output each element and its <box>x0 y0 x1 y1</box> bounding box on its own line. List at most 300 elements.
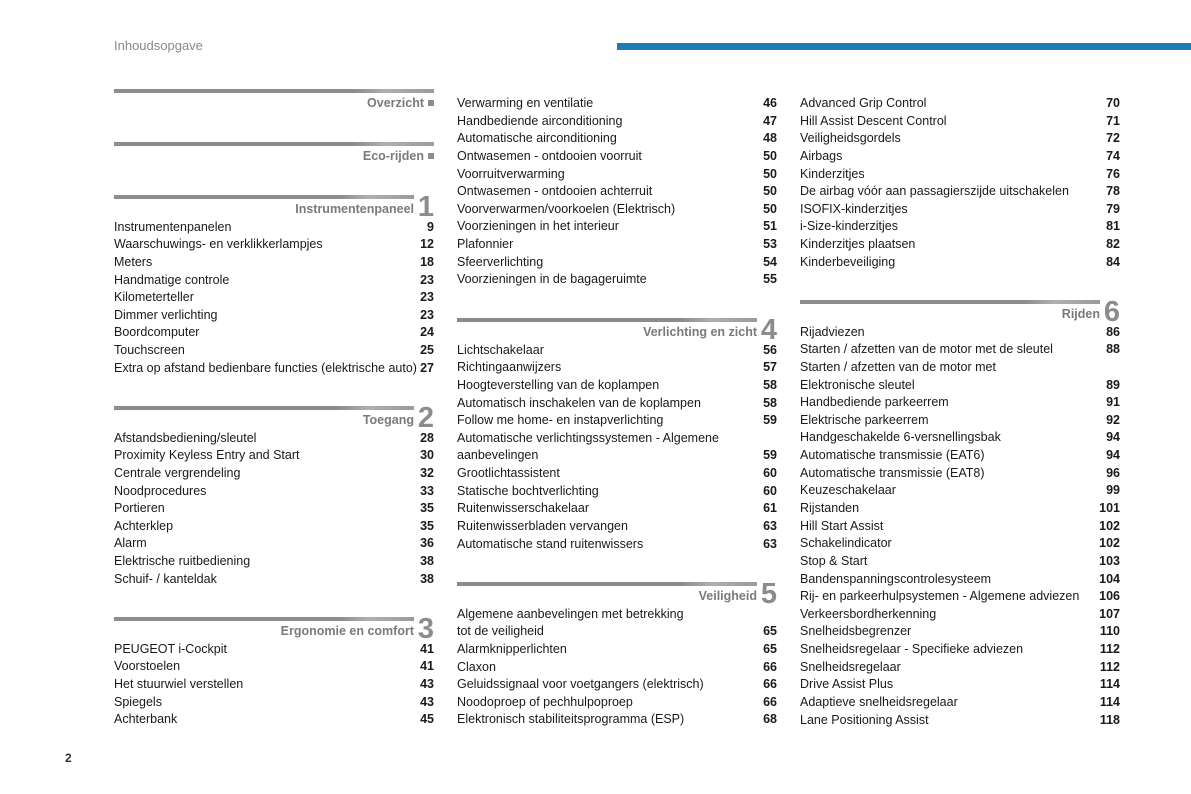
toc-entry-label: Alarmknipperlichten <box>457 641 567 656</box>
section-title: Rijden <box>1061 307 1100 321</box>
toc-entry[interactable] <box>114 465 434 483</box>
toc-entry-page: 46 <box>763 96 777 110</box>
toc-entry-label: Ontwasemen - ontdooien achterruit <box>457 184 653 199</box>
toc-entry-label: Kinderzitjes <box>800 166 865 181</box>
toc-entry-label: Alarm <box>114 536 147 551</box>
toc-entry-label: Handmatige controle <box>114 272 230 287</box>
toc-entry-page: 88 <box>1106 342 1120 357</box>
toc-entry-label: Noodoproep of pechhulpoproep <box>457 694 633 709</box>
toc-entry-label: Het stuurwiel verstellen <box>114 676 244 691</box>
toc-entry-label: Instrumentenpanelen <box>114 219 232 234</box>
toc-section <box>114 190 434 377</box>
accent-bar <box>617 43 1191 50</box>
chapter-number: 5 <box>760 577 777 610</box>
toc-entry-label: Keuzeschakelaar <box>800 483 896 498</box>
toc-entry-page: 101 <box>1099 501 1120 515</box>
toc-entry[interactable] <box>114 641 434 659</box>
toc-section <box>457 95 777 289</box>
toc-entry-page: 50 <box>763 148 777 163</box>
toc-entry[interactable] <box>800 236 1120 254</box>
toc-entry-label: Hill Start Assist <box>800 518 884 533</box>
toc-entry[interactable] <box>114 535 434 553</box>
toc-entry[interactable] <box>457 412 777 430</box>
toc-entry-page: 33 <box>420 483 434 498</box>
toc-entry-label: Ruitenwisserbladen vervangen <box>457 519 628 533</box>
toc-section <box>114 612 434 729</box>
toc-entry-label: Touchscreen <box>114 343 185 358</box>
toc-entry-label: Claxon <box>457 659 496 674</box>
toc-entry-page: 74 <box>1106 148 1120 163</box>
toc-entry-page: 41 <box>420 659 434 674</box>
toc-entry-label: Handbediende airconditioning <box>457 113 623 128</box>
toc-entry-label: Noodprocedures <box>114 483 207 498</box>
toc-entry-label: Richtingaanwijzers <box>457 360 562 375</box>
toc-entry-label: Spiegels <box>114 694 162 709</box>
toc-entry[interactable] <box>457 465 777 483</box>
page-title: Inhoudsopgave <box>114 38 203 53</box>
toc-entry[interactable] <box>114 711 434 729</box>
toc-entry-page: 92 <box>1106 412 1120 427</box>
toc-entry[interactable] <box>114 342 434 360</box>
toc-entry[interactable] <box>800 183 1120 201</box>
toc-entry-page: 23 <box>420 307 434 322</box>
section-heading[interactable] <box>114 612 434 645</box>
toc-entry[interactable] <box>114 447 434 465</box>
toc-entry[interactable] <box>800 465 1120 483</box>
toc-entry-page: 57 <box>763 360 777 375</box>
toc-entry-page: 50 <box>763 201 777 216</box>
toc-entry-label: Automatische stand ruitenwissers <box>457 536 644 551</box>
toc-entry-page: 70 <box>1106 96 1120 110</box>
toc-entry[interactable] <box>457 201 777 219</box>
toc-entry-page: 91 <box>1106 395 1120 410</box>
section-heading[interactable] <box>114 148 434 166</box>
toc-entry[interactable] <box>800 482 1120 500</box>
chapter-number: 4 <box>760 313 777 346</box>
square-bullet-icon <box>428 153 434 159</box>
toc-entry-label: Automatische transmissie (EAT8) <box>800 465 985 480</box>
chapter-number: 3 <box>417 612 434 645</box>
toc-entry-label: Statische bochtverlichting <box>457 483 599 498</box>
toc-entry-page: 23 <box>420 290 434 305</box>
toc-entry-page: 106 <box>1099 589 1120 604</box>
toc-entry-page: 36 <box>420 536 434 551</box>
toc-entry-label: Algemene aanbevelingen met betrekking <box>457 606 684 621</box>
toc-entry-page: 82 <box>1106 237 1120 252</box>
toc-entry[interactable] <box>800 341 1120 359</box>
toc-entry[interactable] <box>114 571 434 589</box>
toc-entry[interactable] <box>457 518 777 536</box>
toc-entry-label: Portieren <box>114 501 165 516</box>
toc-entry[interactable] <box>457 183 777 201</box>
toc-entry-label: Ruitenwisserschakelaar <box>457 501 590 516</box>
toc-entry-label: Afstandsbediening/sleutel <box>114 430 257 445</box>
toc-entry-page: 45 <box>420 712 434 727</box>
toc-entry-page: 38 <box>420 554 434 569</box>
section-divider <box>114 89 434 93</box>
toc-entry-label: Drive Assist Plus <box>800 677 894 692</box>
toc-entry[interactable] <box>457 430 777 448</box>
toc-entry[interactable] <box>800 641 1120 659</box>
toc-entry-label: Rijstanden <box>800 501 860 515</box>
toc-entry[interactable] <box>800 500 1120 518</box>
toc-entry-label: Starten / afzetten van de motor met <box>800 359 996 374</box>
toc-entry[interactable] <box>114 518 434 536</box>
toc-entry[interactable] <box>800 571 1120 589</box>
toc-entry-page: 78 <box>1106 184 1120 199</box>
toc-entry-page: 50 <box>763 166 777 181</box>
toc-entry[interactable] <box>114 289 434 307</box>
toc-entry[interactable] <box>114 553 434 571</box>
toc-entry-page: 51 <box>763 219 777 234</box>
toc-entry-page: 65 <box>763 624 777 639</box>
toc-entry[interactable] <box>457 113 777 131</box>
toc-entry[interactable] <box>114 483 434 501</box>
toc-entry-label: Extra op afstand bedienbare functies (elektrische auto) <box>114 360 417 375</box>
toc-entry[interactable] <box>457 218 777 236</box>
toc-entry-label: Rijadviezen <box>800 324 865 339</box>
toc-entry-label: Schuif- / kanteldak <box>114 571 217 586</box>
toc-entry-page: 38 <box>420 571 434 586</box>
toc-section <box>114 89 434 113</box>
toc-entry-page: 79 <box>1106 201 1120 216</box>
toc-entry[interactable] <box>114 360 434 378</box>
toc-entry[interactable] <box>457 130 777 148</box>
toc-entry[interactable] <box>457 395 777 413</box>
toc-section <box>800 295 1120 729</box>
toc-entry[interactable] <box>457 483 777 501</box>
toc-entry[interactable] <box>800 394 1120 412</box>
toc-entry-page: 65 <box>763 641 777 656</box>
toc-entry-label: Follow me home- en instapverlichting <box>457 413 664 428</box>
toc-entry-page: 103 <box>1099 553 1120 568</box>
toc-entry[interactable] <box>800 201 1120 219</box>
toc-entry-page: 9 <box>427 219 434 234</box>
section-divider <box>114 142 434 146</box>
toc-entry-page: 118 <box>1099 712 1120 727</box>
toc-entry[interactable] <box>457 676 777 694</box>
toc-entry[interactable] <box>457 500 777 518</box>
toc-entry-label: aanbevelingen <box>457 448 539 463</box>
toc-entry-page: 47 <box>763 113 777 128</box>
toc-entry-label: Voorzieningen in het interieur <box>457 219 619 234</box>
toc-entry-page: 23 <box>420 272 434 287</box>
toc-entry-label: Waarschuwings- en verklikkerlampjes <box>114 237 323 252</box>
toc-entry-page: 41 <box>420 641 434 656</box>
toc-entry[interactable] <box>800 359 1120 377</box>
toc-entry-label: Lichtschakelaar <box>457 342 544 357</box>
section-title: Ergonomie en comfort <box>280 624 414 638</box>
toc-entry-label: Automatische airconditioning <box>457 131 617 146</box>
toc-entry-page: 114 <box>1099 677 1120 692</box>
toc-entry[interactable] <box>114 324 434 342</box>
toc-entry-page: 58 <box>763 377 777 392</box>
toc-entry-page: 25 <box>420 343 434 358</box>
section-heading[interactable] <box>800 295 1120 328</box>
chapter-number: 1 <box>417 190 434 223</box>
toc-entry[interactable] <box>457 694 777 712</box>
toc-entry-page: 53 <box>763 237 777 252</box>
toc-entry-page: 112 <box>1099 659 1120 674</box>
toc-entry[interactable] <box>114 694 434 712</box>
toc-entry-label: Handgeschakelde 6-versnellingsbak <box>800 430 1001 445</box>
toc-entry-label: PEUGEOT i-Cockpit <box>114 641 227 656</box>
square-bullet-icon <box>428 100 434 106</box>
toc-entry-label: Starten / afzetten van de motor met de sleutel <box>800 342 1053 357</box>
toc-entry-page: 43 <box>420 694 434 709</box>
toc-entry-page: 107 <box>1099 606 1120 621</box>
toc-entry-page: 43 <box>420 676 434 691</box>
toc-entry[interactable] <box>800 694 1120 712</box>
section-divider <box>457 582 757 586</box>
toc-entry-label: Verwarming en ventilatie <box>457 96 594 110</box>
toc-entry-page: 94 <box>1106 448 1120 463</box>
toc-section <box>800 95 1120 271</box>
toc-entry-page: 66 <box>763 694 777 709</box>
section-title: Veiligheid <box>698 589 757 603</box>
toc-entry-page: 18 <box>420 254 434 269</box>
toc-entry-label: De airbag vóór aan passagierszijde uitschakelen <box>800 184 1069 199</box>
toc-entry[interactable] <box>800 588 1120 606</box>
toc-entry-page: 59 <box>763 448 777 463</box>
toc-entry-label: Ontwasemen - ontdooien voorruit <box>457 148 642 163</box>
toc-entry-label: Meters <box>114 254 153 269</box>
toc-entry-label: Verkeersbordherkenning <box>800 606 937 621</box>
toc-entry-label: Centrale vergrendeling <box>114 465 241 480</box>
toc-entry[interactable] <box>800 377 1120 395</box>
toc-entry-page: 50 <box>763 184 777 199</box>
toc-entry[interactable] <box>114 272 434 290</box>
toc-entry-label: Advanced Grip Control <box>800 96 927 110</box>
toc-entry[interactable] <box>800 712 1120 730</box>
toc-entry[interactable] <box>114 254 434 272</box>
toc-entry-page: 66 <box>763 659 777 674</box>
toc-entry-page: 112 <box>1099 642 1120 657</box>
toc-entry[interactable] <box>800 166 1120 184</box>
toc-entry[interactable] <box>800 254 1120 272</box>
toc-entry-page: 56 <box>763 342 777 357</box>
toc-entry-label: Kinderbeveiliging <box>800 254 896 269</box>
toc-entry-label: Boordcomputer <box>114 325 200 340</box>
toc-entry[interactable] <box>800 148 1120 166</box>
toc-entry-label: Handbediende parkeerrem <box>800 395 949 410</box>
toc-entry-label: Stop & Start <box>800 553 868 568</box>
toc-entry[interactable] <box>457 641 777 659</box>
toc-entry[interactable] <box>800 218 1120 236</box>
toc-entry[interactable] <box>114 236 434 254</box>
toc-section <box>114 142 434 166</box>
toc-entry-label: Airbags <box>800 148 843 163</box>
toc-entry-page: 61 <box>763 501 777 516</box>
toc-entry[interactable] <box>114 658 434 676</box>
toc-entry[interactable] <box>114 219 434 237</box>
toc-entry[interactable] <box>457 236 777 254</box>
toc-entry-label: Voorverwarmen/voorkoelen (Elektrisch) <box>457 201 676 216</box>
toc-entry[interactable] <box>800 324 1120 342</box>
toc-entry[interactable] <box>800 412 1120 430</box>
toc-section <box>457 577 777 729</box>
toc-entry[interactable] <box>800 535 1120 553</box>
toc-section <box>457 313 777 553</box>
toc-entry-label: Automatische verlichtingssystemen - Algemene <box>457 430 719 445</box>
toc-entry-label: Achterklep <box>114 518 174 533</box>
toc-entry-label: Automatische transmissie (EAT6) <box>800 448 985 463</box>
toc-entry-label: Voorstoelen <box>114 659 181 674</box>
toc-entry-label: Sfeerverlichting <box>457 254 544 269</box>
toc-entry-page: 94 <box>1106 430 1120 445</box>
toc-entry[interactable] <box>800 95 1120 113</box>
toc-entry-page: 48 <box>763 131 777 146</box>
toc-entry-label: Lane Positioning Assist <box>800 712 929 727</box>
toc-entry-label: Elektrische ruitbediening <box>114 554 251 569</box>
toc-entry-page: 104 <box>1099 571 1120 586</box>
toc-entry[interactable] <box>457 254 777 272</box>
toc-entry-label: Achterbank <box>114 712 178 727</box>
toc-entry-page: 86 <box>1106 324 1120 339</box>
toc-entry-page: 84 <box>1106 254 1120 269</box>
section-heading[interactable] <box>114 401 434 434</box>
chapter-number: 6 <box>1103 295 1120 328</box>
toc-entry-label: Bandenspanningscontrolesysteem <box>800 571 992 586</box>
toc-entry-label: Veiligheidsgordels <box>800 131 901 146</box>
section-divider <box>800 300 1100 304</box>
toc-entry-page: 110 <box>1099 624 1120 639</box>
toc-entry[interactable] <box>457 359 777 377</box>
toc-entry-page: 89 <box>1106 377 1120 392</box>
toc-entry-label: Elektronische sleutel <box>800 377 915 392</box>
toc-entry-label: Voorzieningen in de bagageruimte <box>457 272 647 287</box>
toc-entry-page: 71 <box>1106 113 1120 128</box>
toc-entry-label: Snelheidsbegrenzer <box>800 624 912 639</box>
toc-entry-page: 59 <box>763 413 777 428</box>
toc-entry-page: 54 <box>763 254 777 269</box>
toc-entry[interactable] <box>800 130 1120 148</box>
toc-entry-page: 81 <box>1106 219 1120 234</box>
toc-entry[interactable] <box>800 606 1120 624</box>
toc-entry-label: Snelheidsregelaar - Specifieke adviezen <box>800 642 1024 657</box>
section-title: Eco-rijden <box>362 149 424 163</box>
section-heading[interactable] <box>114 190 434 223</box>
section-divider <box>114 195 414 199</box>
toc-entry-page: 63 <box>763 536 777 551</box>
toc-entry-page: 28 <box>420 430 434 445</box>
toc-entry-label: Kinderzitjes plaatsen <box>800 237 916 252</box>
toc-entry-label: Voorruitverwarming <box>457 166 565 181</box>
toc-entry[interactable] <box>800 623 1120 641</box>
toc-entry-page: 27 <box>420 360 434 375</box>
toc-entry-page: 12 <box>420 237 434 252</box>
toc-entry-page: 102 <box>1099 536 1120 551</box>
toc-entry[interactable] <box>114 500 434 518</box>
toc-entry[interactable] <box>800 518 1120 536</box>
toc-entry[interactable] <box>457 271 777 289</box>
toc-entry[interactable] <box>457 606 777 624</box>
toc-entry[interactable] <box>114 676 434 694</box>
section-title: Overzicht <box>367 96 424 110</box>
toc-entry-page: 114 <box>1099 695 1120 710</box>
toc-entry-page: 55 <box>763 272 777 287</box>
toc-entry[interactable] <box>800 553 1120 571</box>
toc-entry[interactable] <box>457 623 777 641</box>
section-title: Verlichting en zicht <box>643 325 757 339</box>
toc-entry[interactable] <box>457 166 777 184</box>
toc-entry-label: Elektrische parkeerrem <box>800 412 929 427</box>
toc-entry-label: Hoogteverstelling van de koplampen <box>457 377 660 392</box>
toc-entry-label: Grootlichtassistent <box>457 466 560 481</box>
toc-entry-page: 66 <box>763 677 777 692</box>
section-heading[interactable] <box>457 577 777 610</box>
toc-entry-label: i-Size-kinderzitjes <box>800 219 898 234</box>
page-number: 2 <box>65 751 72 765</box>
section-divider <box>114 617 414 621</box>
toc-entry-label: Plafonnier <box>457 237 514 252</box>
toc-entry[interactable] <box>800 113 1120 131</box>
toc-entry-label: tot de veiligheid <box>457 624 544 639</box>
toc-entry-label: Geluidssignaal voor voetgangers (elektrisch) <box>457 677 704 692</box>
toc-entry-label: Kilometerteller <box>114 290 194 305</box>
toc-entry-page: 58 <box>763 395 777 410</box>
toc-entry-page: 76 <box>1106 166 1120 181</box>
toc-entry[interactable] <box>457 148 777 166</box>
toc-section <box>114 401 434 588</box>
toc-entry-page: 30 <box>420 448 434 463</box>
toc-entry-label: Adaptieve snelheidsregelaar <box>800 695 958 710</box>
toc-entry-page: 99 <box>1106 483 1120 498</box>
toc-entry-page: 35 <box>420 501 434 516</box>
section-heading[interactable] <box>457 313 777 346</box>
chapter-number: 2 <box>417 401 434 434</box>
toc-entry-page: 60 <box>763 466 777 481</box>
toc-entry[interactable] <box>800 429 1120 447</box>
toc-entry[interactable] <box>457 711 777 729</box>
toc-entry-page: 72 <box>1106 131 1120 146</box>
section-divider <box>114 406 414 410</box>
toc-entry-label: Rij- en parkeerhulpsystemen - Algemene adviezen <box>800 589 1080 604</box>
toc-entry-page: 32 <box>420 465 434 480</box>
section-heading[interactable] <box>114 95 434 113</box>
toc-entry-label: Automatisch inschakelen van de koplampen <box>457 395 701 410</box>
toc-entry-page: 63 <box>763 519 777 533</box>
toc-entry-label: ISOFIX-kinderzitjes <box>800 201 908 216</box>
toc-entry-page: 35 <box>420 518 434 533</box>
toc-entry-label: Snelheidsregelaar <box>800 659 901 674</box>
toc-entry[interactable] <box>457 536 777 554</box>
section-title: Toegang <box>362 413 414 427</box>
toc-entry-label: Schakelindicator <box>800 536 892 551</box>
toc-entry-page: 68 <box>763 712 777 727</box>
toc-entry[interactable] <box>457 377 777 395</box>
toc-entry[interactable] <box>800 447 1120 465</box>
section-divider <box>457 318 757 322</box>
toc-entry-label: Hill Assist Descent Control <box>800 113 947 128</box>
toc-entry[interactable] <box>457 659 777 677</box>
toc-entry-label: Proximity Keyless Entry and Start <box>114 448 300 463</box>
toc-entry[interactable] <box>114 307 434 325</box>
toc-entry-label: Dimmer verlichting <box>114 307 218 322</box>
toc-entry[interactable] <box>457 342 777 360</box>
toc-entry-page: 24 <box>420 325 434 340</box>
toc-entry[interactable] <box>457 95 777 113</box>
toc-entry[interactable] <box>114 430 434 448</box>
toc-entry[interactable] <box>457 447 777 465</box>
toc-entry-page: 60 <box>763 483 777 498</box>
toc-entry[interactable] <box>800 676 1120 694</box>
toc-entry[interactable] <box>800 659 1120 677</box>
toc-entry-page: 96 <box>1106 465 1120 480</box>
section-title: Instrumentenpaneel <box>295 202 414 216</box>
toc-entry-page: 102 <box>1099 518 1120 533</box>
toc-entry-label: Elektronisch stabiliteitsprogramma (ESP) <box>457 712 685 727</box>
